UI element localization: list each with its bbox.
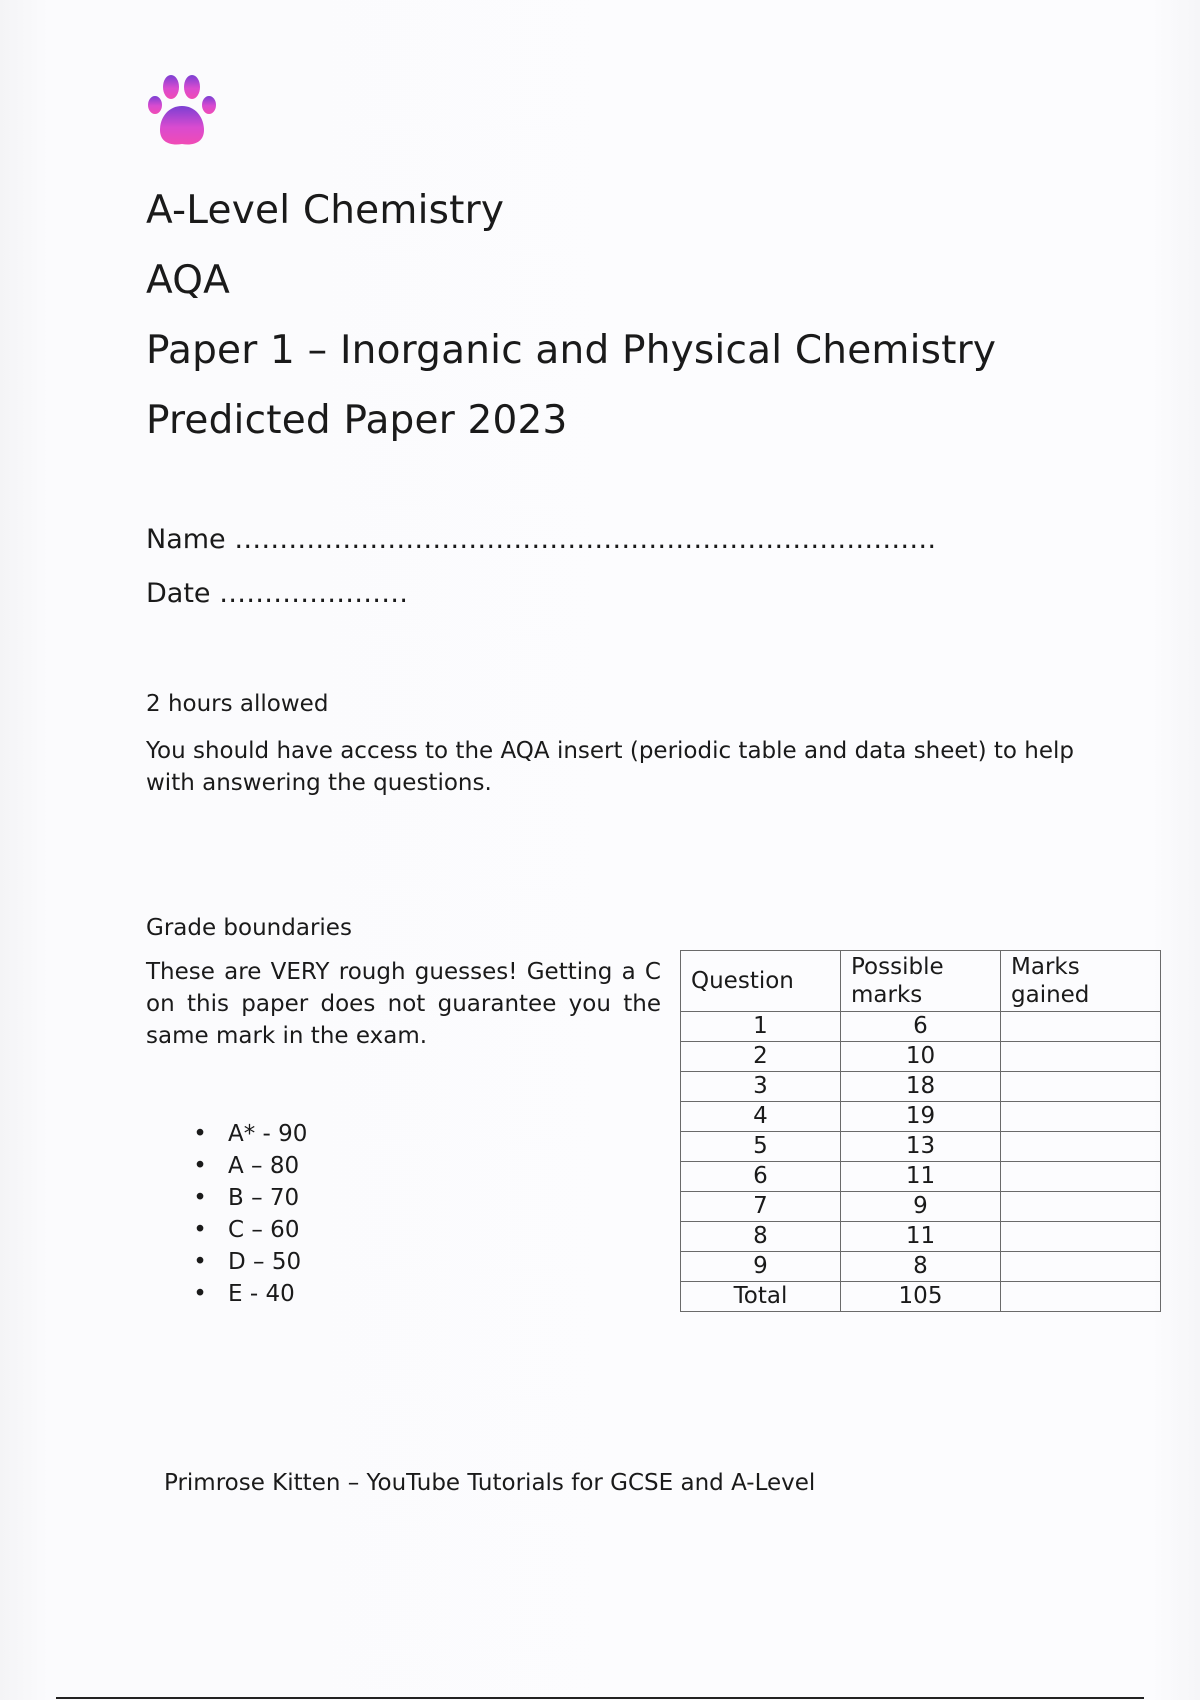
list-item: • D – 50 <box>190 1246 307 1278</box>
cell-possible-marks: 19 <box>841 1102 1001 1132</box>
list-item: • A* - 90 <box>190 1118 307 1150</box>
title-exam-board: AQA <box>146 258 230 303</box>
cell-marks-gained[interactable] <box>1001 1222 1161 1252</box>
time-allowed: 2 hours allowed <box>146 691 329 717</box>
table-row <box>681 1042 1161 1072</box>
cell-possible-marks: 13 <box>841 1132 1001 1162</box>
paw-print-icon <box>146 72 218 148</box>
cell-question: 4 <box>681 1102 841 1132</box>
cell-total-possible: 105 <box>841 1282 1001 1312</box>
cell-marks-gained[interactable] <box>1001 1162 1161 1192</box>
date-field[interactable] <box>146 578 408 609</box>
cell-possible-marks: 6 <box>841 1012 1001 1042</box>
cell-total-label: Total <box>681 1282 841 1312</box>
cell-possible-marks: 18 <box>841 1072 1001 1102</box>
cell-question: 8 <box>681 1222 841 1252</box>
document-title <box>146 176 996 456</box>
header-question: Question <box>681 951 841 1012</box>
insert-note: You should have access to the AQA insert (periodic table and data sheet) to help with answering the questions. <box>146 738 1074 796</box>
cell-possible-marks: 11 <box>841 1222 1001 1252</box>
name-field[interactable] <box>146 524 936 555</box>
cell-question: 7 <box>681 1192 841 1222</box>
name-label: Name <box>146 524 226 555</box>
bullet-icon: • <box>193 1249 207 1275</box>
header-marks-gained: Marks gained <box>1001 951 1161 1012</box>
cell-marks-gained[interactable] <box>1001 1042 1161 1072</box>
marks-table <box>680 950 1161 1312</box>
table-row <box>681 1072 1161 1102</box>
bullet-icon: • <box>193 1185 207 1211</box>
header-possible-marks: Possible marks <box>841 951 1001 1012</box>
cell-marks-gained[interactable] <box>1001 1102 1161 1132</box>
bullet-icon: • <box>193 1281 207 1307</box>
cell-possible-marks: 9 <box>841 1192 1001 1222</box>
table-row <box>681 1012 1161 1042</box>
table-header-row <box>681 951 1161 1012</box>
bottom-divider <box>56 1697 1144 1699</box>
table-row <box>681 1132 1161 1162</box>
title-paper: Paper 1 – Inorganic and Physical Chemistry <box>146 328 997 373</box>
table-row <box>681 1102 1161 1132</box>
table-row <box>681 1162 1161 1192</box>
list-item: • E - 40 <box>190 1278 307 1310</box>
grade-boundaries-note: These are VERY rough guesses! Getting a C on this paper does not guarantee you the same mark in the exam. <box>146 959 661 1049</box>
title-year: Predicted Paper 2023 <box>146 398 568 443</box>
cell-possible-marks: 11 <box>841 1162 1001 1192</box>
title-course: A-Level Chemistry <box>146 188 505 233</box>
cell-total-gained[interactable] <box>1001 1282 1161 1312</box>
table-row <box>681 1252 1161 1282</box>
cell-marks-gained[interactable] <box>1001 1192 1161 1222</box>
cell-question: 2 <box>681 1042 841 1072</box>
cell-question: 1 <box>681 1012 841 1042</box>
bullet-icon: • <box>193 1153 207 1179</box>
table-total-row <box>681 1282 1161 1312</box>
date-label: Date <box>146 578 211 609</box>
date-dotted-line[interactable]: ………………… <box>219 578 409 609</box>
list-item: • B – 70 <box>190 1182 307 1214</box>
cell-question: 3 <box>681 1072 841 1102</box>
list-item: • A – 80 <box>190 1150 307 1182</box>
cell-marks-gained[interactable] <box>1001 1012 1161 1042</box>
grade-boundaries-heading: Grade boundaries <box>146 915 352 941</box>
grade-boundaries-list <box>190 1118 307 1310</box>
footer-text: Primrose Kitten – YouTube Tutorials for GCSE and A-Level <box>164 1470 816 1496</box>
table-row <box>681 1192 1161 1222</box>
table-row <box>681 1222 1161 1252</box>
cell-marks-gained[interactable] <box>1001 1072 1161 1102</box>
cell-marks-gained[interactable] <box>1001 1252 1161 1282</box>
cell-possible-marks: 8 <box>841 1252 1001 1282</box>
cell-marks-gained[interactable] <box>1001 1132 1161 1162</box>
bullet-icon: • <box>193 1217 207 1243</box>
cell-question: 5 <box>681 1132 841 1162</box>
list-item: • C – 60 <box>190 1214 307 1246</box>
cell-possible-marks: 10 <box>841 1042 1001 1072</box>
cell-question: 9 <box>681 1252 841 1282</box>
name-dotted-line[interactable]: …………………………………………………………………… <box>234 524 937 555</box>
bullet-icon: • <box>193 1121 207 1147</box>
cell-question: 6 <box>681 1162 841 1192</box>
